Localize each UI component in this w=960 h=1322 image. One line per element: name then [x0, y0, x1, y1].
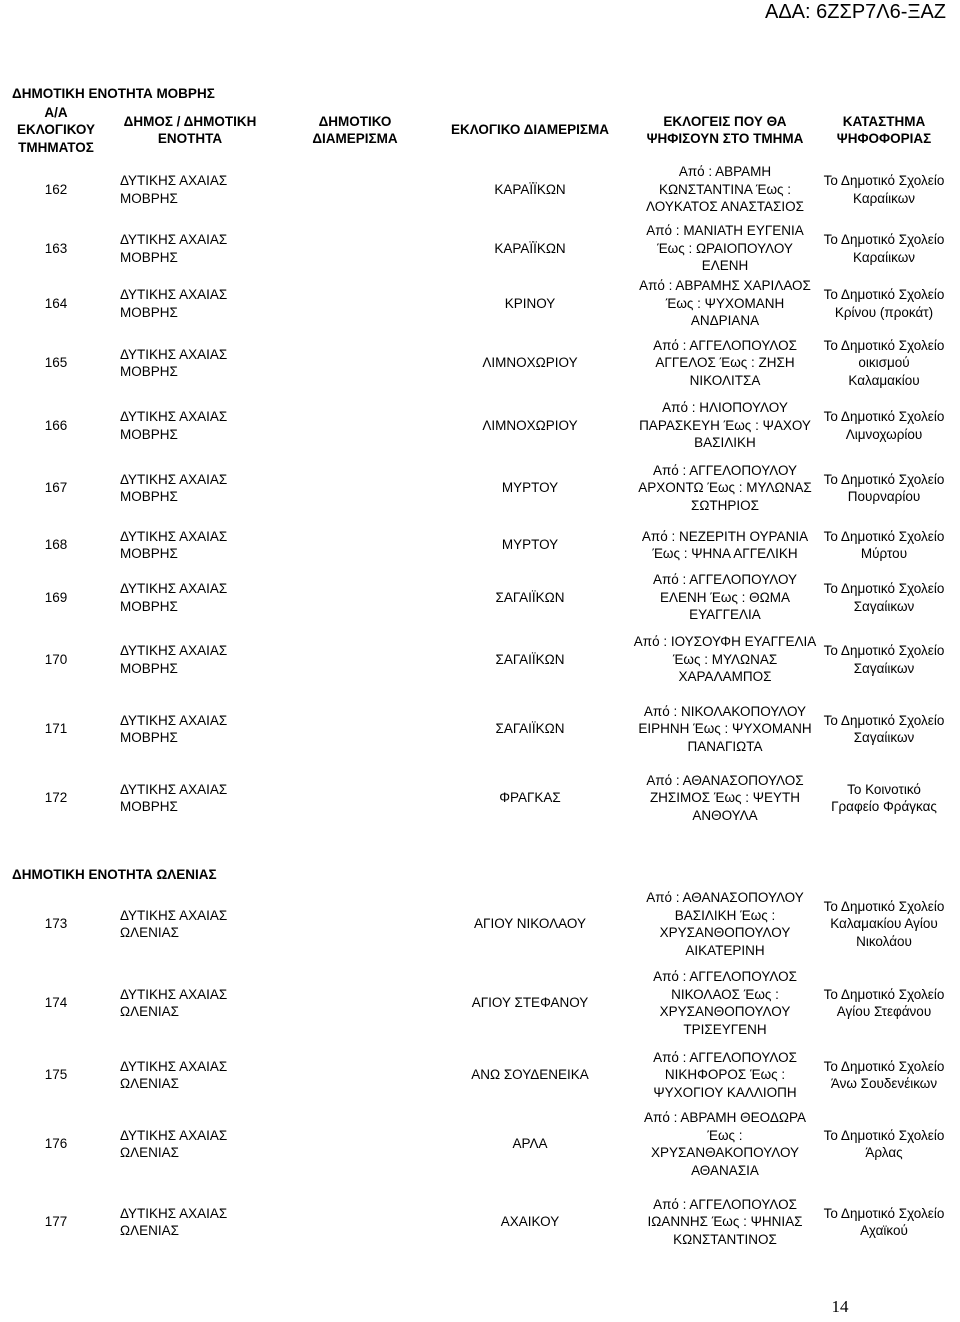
cell-municipal-district	[280, 625, 430, 694]
cell-section-number: 177	[44, 1214, 68, 1230]
cell-electoral-district: ΣΑΓΑΙΪΚΩΝ	[495, 651, 565, 667]
section-title-olenias: ΔΗΜΟΤΙΚΗ ΕΝΟΤΗΤΑ ΩΛΕΝΙΑΣ	[12, 867, 217, 882]
cell-municipality: ΔΥΤΙΚΗΣ ΑΧΑΙΑΣ ΜΟΒΡΗΣ	[120, 528, 228, 561]
cell-municipality: ΔΥΤΙΚΗΣ ΑΧΑΙΑΣ ΩΛΕΝΙΑΣ	[120, 1127, 228, 1160]
cell-electoral-district: ΑΓΙΟΥ ΝΙΚΟΛΑΟΥ	[474, 916, 586, 932]
cell-municipal-district	[280, 694, 430, 764]
table-body-olenias	[12, 883, 948, 1265]
cell-polling-station: Το Δημοτικό Σχολείο Καλαμακίου Αγίου Νικολάου	[823, 898, 945, 949]
cell-municipal-district	[280, 883, 430, 965]
cell-municipal-district	[280, 158, 430, 221]
col-header-electoral-district: ΕΚΛΟΓΙΚΟ ΔΙΑΜΕΡΙΣΜΑ	[451, 122, 609, 138]
cell-municipal-district	[280, 1041, 430, 1109]
polling-table-movris	[12, 102, 948, 832]
cell-polling-station: Το Δημοτικό Σχολείο Άρλας	[823, 1127, 945, 1160]
cell-polling-station: Το Δημοτικό Σχολείο Αχαϊκού	[823, 1205, 945, 1238]
cell-voters-range: Από : ΑΒΡΑΜΗ ΚΩΝΣΤΑΝΤΙΝΑ Έως : ΛΟΥΚΑΤΟΣ ΑΝΑΣΤΑΣΙΟΣ	[646, 164, 804, 215]
cell-municipal-district	[280, 331, 430, 395]
table-row	[12, 276, 948, 331]
col-header-num: Α/Α ΕΚΛΟΓΙΚΟΥ ΤΜΗΜΑΤΟΣ	[16, 104, 96, 155]
table-row	[12, 694, 948, 764]
cell-section-number: 176	[44, 1136, 68, 1152]
cell-voters-range: Από : ΑΓΓΕΛΟΠΟΥΛΟΥ ΑΡΧΟΝΤΩ Έως : ΜΥΛΩΝΑΣ ΣΩΤΗΡΙΟΣ	[638, 462, 812, 513]
cell-electoral-district: ΣΑΓΑΙΪΚΩΝ	[495, 589, 565, 605]
cell-electoral-district: ΛΙΜΝΟΧΩΡΙΟΥ	[482, 417, 578, 433]
table-row	[12, 1109, 948, 1179]
table-row	[12, 1041, 948, 1109]
cell-municipal-district	[280, 456, 430, 520]
table-row	[12, 570, 948, 625]
cell-section-number: 175	[44, 1067, 68, 1083]
col-header-municipality: ΔΗΜΟΣ / ΔΗΜΟΤΙΚΗ ΕΝΟΤΗΤΑ	[123, 113, 257, 146]
cell-voters-range: Από : ΑΓΓΕΛΟΠΟΥΛΟΣ ΑΓΓΕΛΟΣ Έως : ΖΗΣΗ ΝΙΚΟΛΙΤΣΑ	[653, 337, 797, 388]
section-title-movris: ΔΗΜΟΤΙΚΗ ΕΝΟΤΗΤΑ ΜΟΒΡΗΣ	[12, 86, 215, 101]
cell-section-number: 167	[44, 480, 68, 496]
cell-municipality: ΔΥΤΙΚΗΣ ΑΧΑΙΑΣ ΜΟΒΡΗΣ	[120, 643, 228, 676]
cell-electoral-district: ΛΙΜΝΟΧΩΡΙΟΥ	[482, 355, 578, 371]
cell-polling-station: Το Δημοτικό Σχολείο Καραίικων	[823, 232, 945, 265]
cell-municipal-district	[280, 395, 430, 456]
cell-section-number: 170	[44, 651, 68, 667]
cell-electoral-district: ΑΝΩ ΣΟΥΔΕΝΕΙΚΑ	[471, 1067, 589, 1083]
cell-polling-station: Το Δημοτικό Σχολείο Σαγαίικων	[823, 581, 945, 614]
cell-polling-station: Το Δημοτικό Σχολείο οικισμού Καλαμακίου	[823, 337, 945, 388]
table-row	[12, 1179, 948, 1265]
cell-polling-station: Το Δημοτικό Σχολείο Σαγαίικων	[823, 643, 945, 676]
table-row	[12, 331, 948, 395]
table-row	[12, 764, 948, 832]
cell-municipality: ΔΥΤΙΚΗΣ ΑΧΑΙΑΣ ΜΟΒΡΗΣ	[120, 409, 228, 442]
cell-section-number: 169	[44, 589, 68, 605]
table-header-row	[12, 102, 948, 158]
cell-electoral-district: ΑΧΑΙΚΟΥ	[500, 1214, 560, 1230]
cell-municipal-district	[280, 965, 430, 1041]
cell-polling-station: Το Δημοτικό Σχολείο Κρίνου (προκάτ)	[823, 287, 945, 320]
cell-voters-range: Από : ΑΘΑΝΑΣΟΠΟΥΛΟΥ ΒΑΣΙΛΙΚΗ Έως : ΧΡΥΣΑΝΘΟΠΟΥΛΟΥ ΑΙΚΑΤΕΡΙΝΗ	[646, 890, 804, 958]
cell-municipality: ΔΥΤΙΚΗΣ ΑΧΑΙΑΣ ΩΛΕΝΙΑΣ	[120, 986, 228, 1019]
cell-municipal-district	[280, 570, 430, 625]
cell-section-number: 168	[44, 537, 68, 553]
cell-electoral-district: ΑΡΛΑ	[512, 1136, 548, 1152]
cell-municipality: ΔΥΤΙΚΗΣ ΑΧΑΙΑΣ ΩΛΕΝΙΑΣ	[120, 1205, 228, 1238]
col-header-municipal-district: ΔΗΜΟΤΙΚΟ ΔΙΑΜΕΡΙΣΜΑ	[312, 113, 398, 146]
table-row	[12, 221, 948, 276]
cell-voters-range: Από : ΜΑΝΙΑΤΗ ΕΥΓΕΝΙΑ Έως : ΩΡΑΙΟΠΟΥΛΟΥ ΕΛΕΝΗ	[646, 223, 804, 274]
cell-polling-station: Το Δημοτικό Σχολείο Πουρναρίου	[823, 471, 945, 504]
cell-municipality: ΔΥΤΙΚΗΣ ΑΧΑΙΑΣ ΜΟΒΡΗΣ	[120, 287, 228, 320]
cell-municipality: ΔΥΤΙΚΗΣ ΑΧΑΙΑΣ ΜΟΒΡΗΣ	[120, 581, 228, 614]
cell-municipality: ΔΥΤΙΚΗΣ ΑΧΑΙΑΣ ΜΟΒΡΗΣ	[120, 232, 228, 265]
cell-section-number: 162	[44, 181, 68, 197]
cell-municipality: ΔΥΤΙΚΗΣ ΑΧΑΙΑΣ ΜΟΒΡΗΣ	[120, 173, 228, 206]
cell-municipal-district	[280, 1179, 430, 1265]
cell-voters-range: Από : ΑΒΡΑΜΗ ΘΕΟΔΩΡΑ Έως : ΧΡΥΣΑΝΘΑΚΟΠΟΥΛΟΥ ΑΘΑΝΑΣΙΑ	[644, 1110, 806, 1178]
cell-voters-range: Από : ΑΓΓΕΛΟΠΟΥΛΟΥ ΕΛΕΝΗ Έως : ΘΩΜΑ ΕΥΑΓΓΕΛΙΑ	[652, 572, 798, 623]
table-row	[12, 625, 948, 694]
cell-electoral-district: ΚΑΡΑΪΪΚΩΝ	[494, 240, 566, 256]
cell-electoral-district: ΜΥΡΤΟΥ	[501, 537, 559, 553]
cell-section-number: 172	[44, 790, 68, 806]
ada-code: ΑΔΑ: 6ΖΣΡ7Λ6-ΞΑΖ	[764, 1, 946, 23]
cell-voters-range: Από : ΑΓΓΕΛΟΠΟΥΛΟΣ ΝΙΚΟΛΑΟΣ Έως : ΧΡΥΣΑΝΘΟΠΟΥΛΟΥ ΤΡΙΣΕΥΓΕΝΗ	[653, 969, 797, 1037]
cell-municipal-district	[280, 1109, 430, 1179]
cell-electoral-district: ΜΥΡΤΟΥ	[501, 480, 559, 496]
cell-section-number: 174	[44, 995, 68, 1011]
cell-voters-range: Από : ΑΓΓΕΛΟΠΟΥΛΟΣ ΙΩΑΝΝΗΣ Έως : ΨΗΝΙΑΣ ΚΩΝΣΤΑΝΤΙΝΟΣ	[647, 1196, 803, 1247]
cell-municipal-district	[280, 520, 430, 570]
table-row	[12, 883, 948, 965]
table-row	[12, 456, 948, 520]
cell-municipal-district	[280, 276, 430, 331]
cell-polling-station: Το Δημοτικό Σχολείο Άνω Σουδενέικων	[823, 1058, 945, 1091]
cell-section-number: 166	[44, 417, 68, 433]
cell-voters-range: Από : ΙΟΥΣΟΥΦΗ ΕΥΑΓΓΕΛΙΑ Έως : ΜΥΛΩΝΑΣ ΧΑΡΑΛΑΜΠΟΣ	[633, 634, 817, 685]
cell-municipal-district	[280, 221, 430, 276]
cell-polling-station: Το Δημοτικό Σχολείο Καραίικων	[823, 173, 945, 206]
cell-voters-range: Από : ΑΒΡΑΜΗΣ ΧΑΡΙΛΑΟΣ Έως : ΨΥΧΟΜΑΝΗ ΑΝΔΡΙΑΝΑ	[639, 278, 811, 329]
cell-municipal-district	[280, 764, 430, 832]
cell-electoral-district: ΚΑΡΑΪΪΚΩΝ	[494, 181, 566, 197]
col-header-voters: ΕΚΛΟΓΕΙΣ ΠΟΥ ΘΑ ΨΗΦΙΣΟΥΝ ΣΤΟ ΤΜΗΜΑ	[646, 113, 804, 146]
cell-electoral-district: ΣΑΓΑΙΪΚΩΝ	[495, 721, 565, 737]
cell-voters-range: Από : ΑΘΑΝΑΣΟΠΟΥΛΟΣ ΖΗΣΙΜΟΣ Έως : ΨΕΥΤΗ ΑΝΘΟΥΛΑ	[646, 772, 804, 823]
cell-municipality: ΔΥΤΙΚΗΣ ΑΧΑΙΑΣ ΩΛΕΝΙΑΣ	[120, 907, 228, 940]
cell-electoral-district: ΑΓΙΟΥ ΣΤΕΦΑΝΟΥ	[471, 995, 589, 1011]
table-row	[12, 520, 948, 570]
cell-municipality: ΔΥΤΙΚΗΣ ΑΧΑΙΑΣ ΜΟΒΡΗΣ	[120, 781, 228, 814]
cell-section-number: 164	[44, 295, 68, 311]
cell-electoral-district: ΦΡΑΓΚΑΣ	[499, 790, 561, 806]
cell-polling-station: Το Κοινοτικό Γραφείο Φράγκας	[831, 781, 937, 814]
cell-section-number: 171	[44, 721, 68, 737]
cell-municipality: ΔΥΤΙΚΗΣ ΑΧΑΙΑΣ ΜΟΒΡΗΣ	[120, 712, 228, 745]
col-header-polling-station: ΚΑΤΑΣΤΗΜΑ ΨΗΦΟΦΟΡΙΑΣ	[836, 113, 932, 146]
cell-municipality: ΔΥΤΙΚΗΣ ΑΧΑΙΑΣ ΜΟΒΡΗΣ	[120, 471, 228, 504]
cell-section-number: 163	[44, 240, 68, 256]
table-body-movris	[12, 158, 948, 832]
cell-voters-range: Από : ΝΕΖΕΡΙΤΗ ΟΥΡΑΝΙΑ Έως : ΨΗΝΑ ΑΓΓΕΛΙΚΗ	[641, 528, 809, 561]
table-row	[12, 158, 948, 221]
cell-voters-range: Από : ΑΓΓΕΛΟΠΟΥΛΟΣ ΝΙΚΗΦΟΡΟΣ Έως : ΨΥΧΟΓΙΟΥ ΚΑΛΛΙΟΠΗ	[653, 1049, 797, 1100]
cell-polling-station: Το Δημοτικό Σχολείο Αγίου Στεφάνου	[823, 986, 945, 1019]
cell-municipality: ΔΥΤΙΚΗΣ ΑΧΑΙΑΣ ΩΛΕΝΙΑΣ	[120, 1058, 228, 1091]
cell-section-number: 165	[44, 355, 68, 371]
cell-electoral-district: ΚΡΙΝΟΥ	[504, 295, 556, 311]
page-number: 14	[831, 1297, 849, 1316]
cell-polling-station: Το Δημοτικό Σχολείο Σαγαίικων	[823, 712, 945, 745]
table-row	[12, 965, 948, 1041]
polling-table-olenias	[12, 883, 948, 1265]
cell-voters-range: Από : ΝΙΚΟΛΑΚΟΠΟΥΛΟΥ ΕΙΡΗΝΗ Έως : ΨΥΧΟΜΑΝΗ ΠΑΝΑΓΙΩΤΑ	[638, 703, 812, 754]
cell-polling-station: Το Δημοτικό Σχολείο Μύρτου	[823, 528, 945, 561]
cell-municipality: ΔΥΤΙΚΗΣ ΑΧΑΙΑΣ ΜΟΒΡΗΣ	[120, 346, 228, 379]
table-row	[12, 395, 948, 456]
cell-voters-range: Από : ΗΛΙΟΠΟΥΛΟΥ ΠΑΡΑΣΚΕΥΗ Έως : ΨΑΧΟΥ ΒΑΣΙΛΙΚΗ	[639, 400, 811, 451]
cell-section-number: 173	[44, 916, 68, 932]
cell-polling-station: Το Δημοτικό Σχολείο Λιμνοχωρίου	[823, 409, 945, 442]
